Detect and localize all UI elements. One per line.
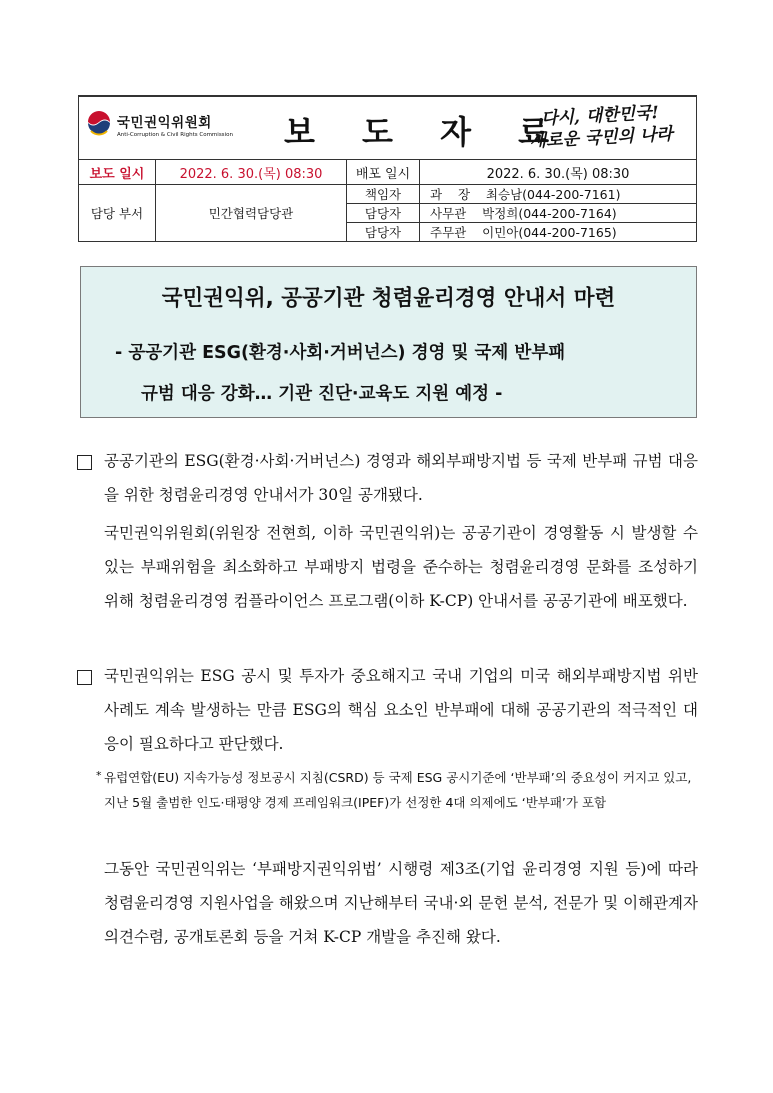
contact-role: 담당자 bbox=[347, 223, 420, 242]
dept-label: 담당 부서 bbox=[79, 185, 156, 242]
slogan-line-1: 다시, 대한민국! bbox=[540, 102, 660, 130]
bullet-box-icon bbox=[77, 670, 92, 685]
body-paragraph-2: 국민권익위원회(위원장 전현희, 이하 국민권익위)는 공공기관이 경영활동 시 발생할 수 있는 부패위험을 최소화하고 부패방지 법령을 준수하는 청렴윤리경영 문화를 조성하기 위해 청렴윤리경영 컴플라이언스 프로그램(이하 K-CP) 안내서를 공공기관에 배포했다. bbox=[104, 524, 698, 610]
contact-info: 과 장 최승남(044-200-7161) bbox=[420, 185, 697, 204]
bullet-box-icon bbox=[77, 455, 92, 470]
release-value: 2022. 6. 30.(목) 08:30 bbox=[156, 160, 347, 185]
distribute-label: 배포 일시 bbox=[347, 160, 420, 185]
header-banner bbox=[79, 96, 697, 160]
headline-box bbox=[80, 266, 697, 418]
government-emblem-icon bbox=[85, 110, 113, 138]
footnote-marker: * bbox=[96, 769, 102, 782]
contact-role: 책임자 bbox=[347, 185, 420, 204]
subheadline-line-1: - 공공기관 ESG(환경·사회·거버넌스) 경영 및 국제 반부패 bbox=[115, 343, 566, 363]
body-paragraph-4: 그동안 국민권익위는 ‘부패방지권익위법’ 시행령 제3조(기업 윤리경영 지원 등)에 따라 청렴윤리경영 지원사업을 해왔으며 지난해부터 국내·외 문헌 분석, 전문가 및 이해관계자 의견수렴, 공개토론회 등을 거쳐 K-CP 개발을 추진해 왔다. bbox=[104, 860, 698, 946]
dept-value: 민간협력담당관 bbox=[156, 185, 347, 242]
release-label: 보도 일시 bbox=[79, 160, 156, 185]
press-header-table bbox=[78, 95, 697, 242]
footnote-text: 유럽연합(EU) 지속가능성 정보공시 지침(CSRD) 등 국제 ESG 공시기준에 ‘반부패’의 중요성이 커지고 있고, 지난 5월 출범한 인도·태평양 경제 프레임워크(IPEF)가 선정한 4대 의제에도 ‘반부패’가 포함 bbox=[104, 770, 692, 810]
slogan-line-2: 새로운 국민의 나라 bbox=[528, 124, 674, 152]
subheadline-line-2: 규범 대응 강화… 기관 진단·교육도 지원 예정 - bbox=[141, 384, 503, 404]
body-paragraph-1: 공공기관의 ESG(환경·사회·거버넌스) 경영과 해외부패방지법 등 국제 반부패 규범 대응을 위한 청렴윤리경영 안내서가 30일 공개됐다. bbox=[104, 452, 698, 504]
press-release-title: 보 도 자 료 bbox=[284, 113, 568, 151]
main-headline: 국민권익위, 공공기관 청렴윤리경영 안내서 마련 bbox=[161, 286, 616, 311]
contact-info: 사무관 박정희(044-200-7164) bbox=[420, 204, 697, 223]
org-name-english: Anti-Corruption & Civil Rights Commission bbox=[117, 132, 233, 138]
org-name: 국민권익위원회 bbox=[117, 115, 212, 131]
contact-role: 담당자 bbox=[347, 204, 420, 223]
slogan bbox=[528, 101, 673, 152]
body-paragraph-3: 국민권익위는 ESG 공시 및 투자가 중요해지고 국내 기업의 미국 해외부패방지법 위반 사례도 계속 발생하는 만큼 ESG의 핵심 요소인 반부패에 대해 공공기관의 적극적인 대응이 필요하다고 판단했다. bbox=[104, 667, 698, 753]
contact-info: 주무관 이민아(044-200-7165) bbox=[420, 223, 697, 242]
distribute-value: 2022. 6. 30.(목) 08:30 bbox=[420, 160, 697, 185]
